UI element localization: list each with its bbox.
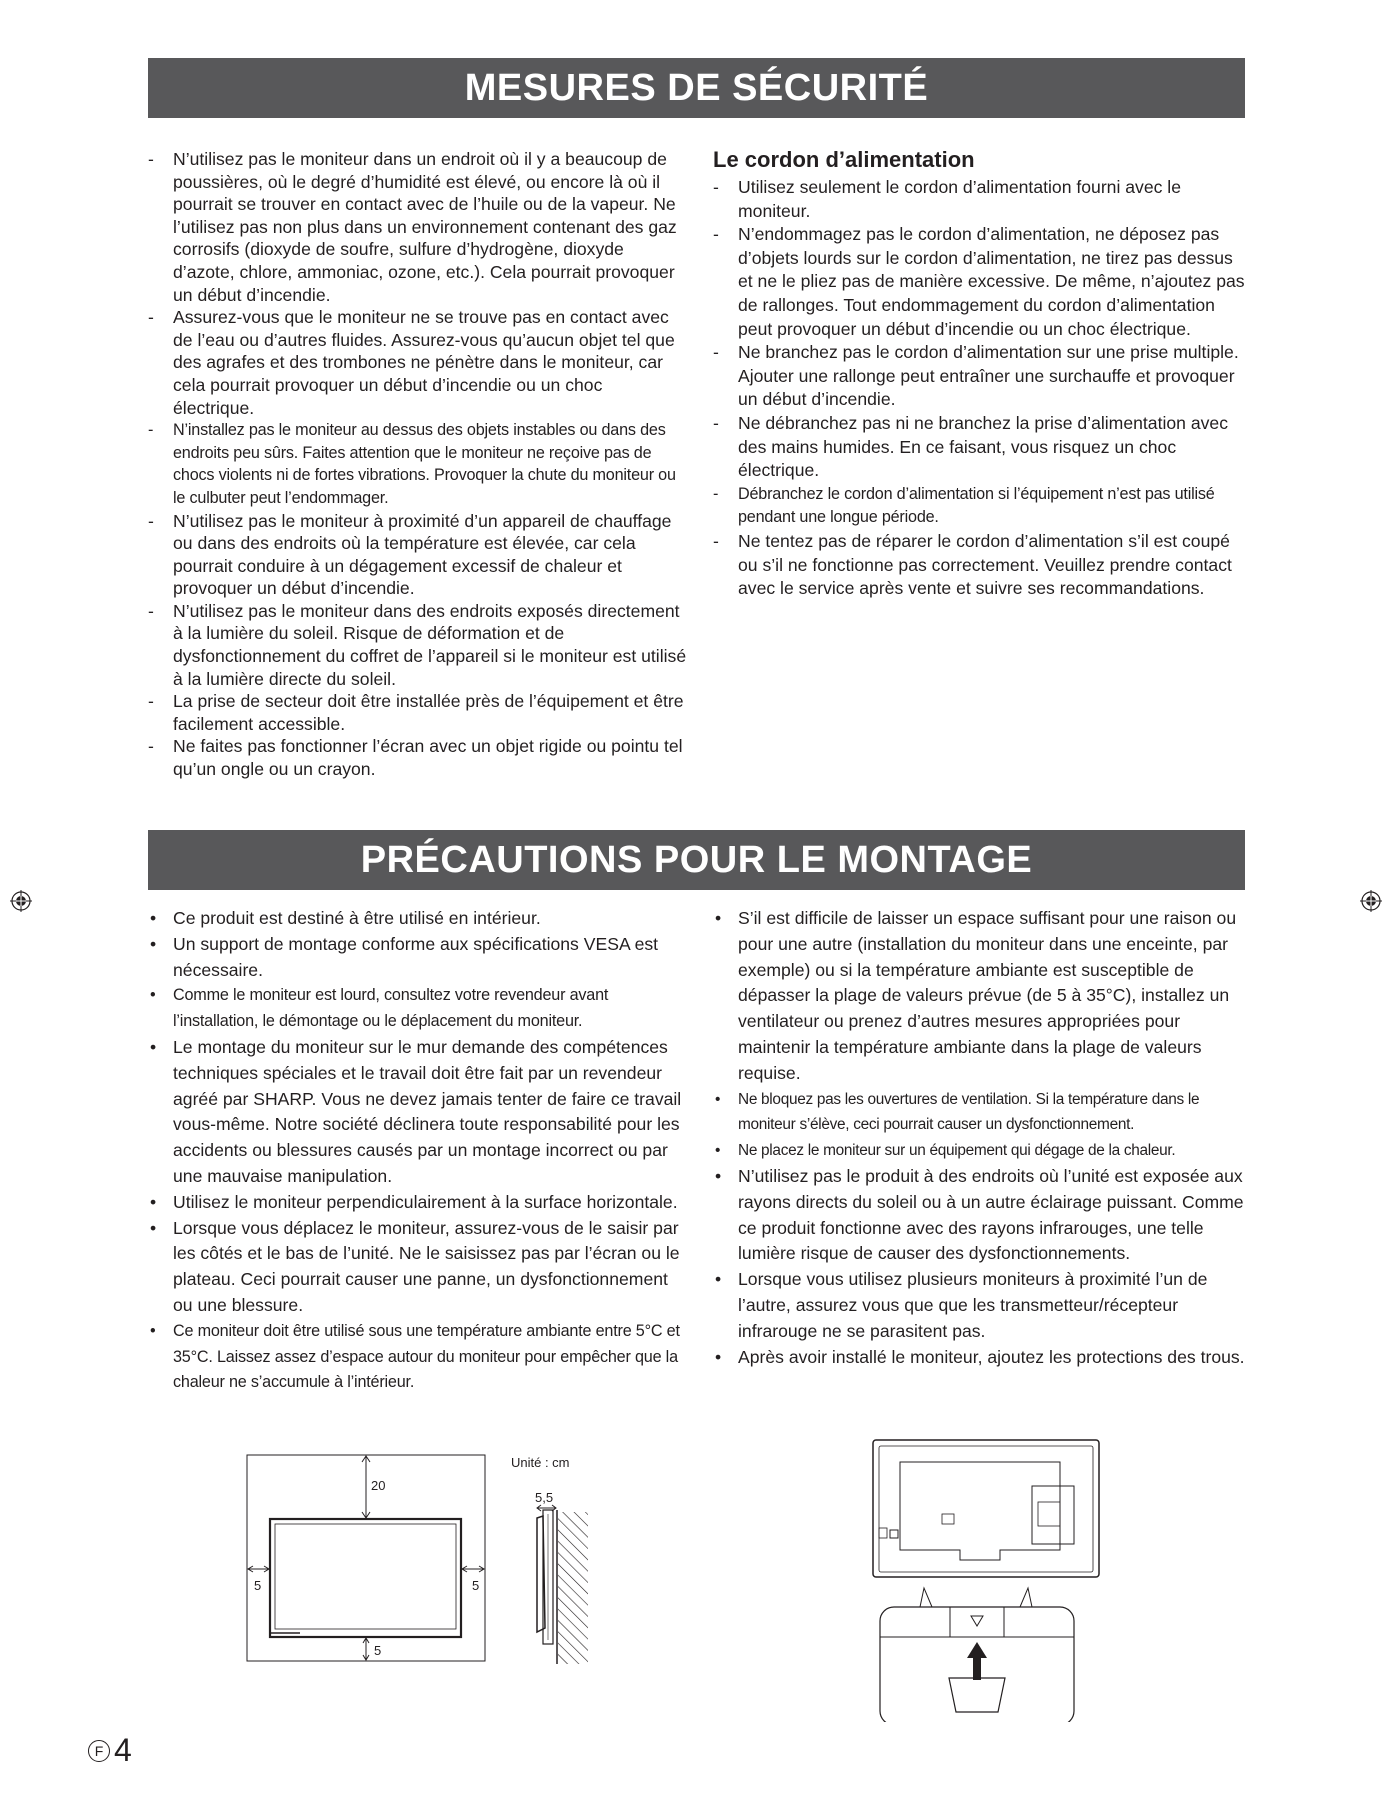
list-item: • Le montage du moniteur sur le mur demande des compétences techniques spéciales et le travail doit être fait par un revendeur agréé par SHARP. Vous ne devez jamais tenter de faire ce travail vous-même. Notre société déclinera toute responsabilité pour les accidents ou blessures causés par un montage incorrect ou par une mauvaise manipulation. — [148, 1035, 688, 1190]
list-item: • Ce moniteur doit être utilisé sous une température ambiante entre 5°C et 35°C. Laissez assez d’espace autour du moniteur pour empêcher que la chaleur ne s’accumule à l’intérieur. — [148, 1319, 688, 1396]
monitor-side-profile — [537, 1516, 545, 1632]
list-item: - Utilisez seulement le cordon d’alimentation fourni avec le moniteur. — [713, 176, 1248, 223]
registration-mark-icon — [1360, 890, 1382, 912]
dimension-left-label: 5 — [254, 1578, 262, 1593]
list-item: - N’utilisez pas le moniteur dans un endroit où il y a beaucoup de poussières, où le degré d’humidité est élevé, ou encore là où il pourrait se trouver en contact avec de l’huile ou de la vapeur. Ne l’utilisez pas non plus dans un environnement contenant des gaz corrosifs (dioxyde de soufre, sulfure d’hydrogène, dioxyde d’azote, chlore, ammoniac, ozone, etc.). Cela pourrait provoquer un début d’incendie. — [148, 148, 688, 306]
list-item: • Utilisez le moniteur perpendiculairement à la surface horizontale. — [148, 1190, 688, 1216]
mounting-left-column — [148, 906, 688, 1396]
list-item: - Débranchez le cordon d’alimentation si l’équipement n’est pas utilisé pendant une longue période. — [713, 483, 1248, 530]
safety-left-column — [148, 148, 688, 781]
mounting-list-right — [713, 906, 1248, 1370]
list-item: • Un support de montage conforme aux spécifications VESA est nécessaire. — [148, 932, 688, 984]
list-item: • Ne bloquez pas les ouvertures de ventilation. Si la température dans le moniteur s’élève, ceci pourrait causer un dysfonctionnement. — [713, 1087, 1248, 1139]
dimension-right-label: 5 — [472, 1578, 480, 1593]
list-item: • S’il est difficile de laisser un espace suffisant pour une raison ou pour une autre (installation du moniteur dans une enceinte, par exemple) ou si la température ambiante est susceptible de dépasser la plage de valeurs prévue (de 5 à 35°C), installez un ventilateur ou prenez d’autres mesures appropriées pour maintenir la température ambiante dans la plage de valeurs requise. — [713, 906, 1248, 1087]
list-item: - Ne faites pas fonctionner l’écran avec un objet rigide ou pointu tel qu’un ongle ou un crayon. — [148, 735, 688, 780]
list-item: • Comme le moniteur est lourd, consultez votre revendeur avant l’installation, le démontage ou le déplacement du moniteur. — [148, 983, 688, 1035]
list-item: • Après avoir installé le moniteur, ajoutez les protections des trous. — [713, 1345, 1248, 1371]
mounting-list-left — [148, 906, 688, 1396]
section-title-safety: MESURES DE SÉCURITÉ — [148, 58, 1245, 118]
list-item: - N’installez pas le moniteur au dessus des objets instables ou dans des endroits peu sûrs. Faites attention que le moniteur ne reçoive pas de chocs violents ni de fortes vibrations. Provoquer la chute du moniteur ou le culbuter peut l’endommager. — [148, 419, 688, 509]
list-item: • Lorsque vous déplacez le moniteur, assurez-vous de le saisir par les côtés et le bas de l’unité. Ne le saisissez pas par l’écran ou le plateau. Ceci pourrait causer une panne, un dysfonctionnement ou une blessure. — [148, 1216, 688, 1319]
wall-hatching — [558, 1512, 588, 1664]
unit-label: Unité : cm — [511, 1455, 570, 1470]
dimension-bottom-label: 5 — [374, 1643, 382, 1658]
list-item: - La prise de secteur doit être installée près de l’équipement et être facilement accessible. — [148, 690, 688, 735]
safety-list — [148, 148, 688, 781]
list-item: • Lorsque vous utilisez plusieurs moniteurs à proximité l’un de l’autre, assurez vous que que les transmetteur/récepteur infrarouge ne se parasitent pas. — [713, 1267, 1248, 1344]
monitor-back-outline — [873, 1440, 1099, 1577]
monitor-screen — [275, 1524, 456, 1629]
hole-cover-illustration — [860, 1432, 1100, 1722]
list-item: - N’utilisez pas le moniteur à proximité d’un appareil de chauffage ou dans des endroits où la température est élevée, car cela pourrait conduire à un dégagement excessif de chaleur et provoquer un début d’incendie. — [148, 510, 688, 600]
dimension-depth-label: 5,5 — [535, 1490, 554, 1505]
list-item: - Assurez-vous que le moniteur ne se trouve pas en contact avec de l’eau ou d’autres fluides. Assurez-vous qu’aucun objet tel que des agrafes et des trombones ne pénètre dans le moniteur, car cela pourrait provoquer un début d’incendie ou un choc électrique. — [148, 306, 688, 419]
language-circle-icon: F — [88, 1740, 110, 1762]
list-item: • Ce produit est destiné à être utilisé en intérieur. — [148, 906, 688, 932]
power-cord-heading: Le cordon d’alimentation — [713, 147, 975, 172]
dimension-top-label: 20 — [371, 1478, 386, 1493]
page-number — [88, 1732, 132, 1769]
power-cord-list — [713, 176, 1248, 601]
list-item: - Ne branchez pas le cordon d’alimentation sur une prise multiple. Ajouter une rallonge peut entraîner une surchauffe et provoquer un début d’incendie. — [713, 341, 1248, 412]
list-item: • Ne placez le moniteur sur un équipement qui dégage de la chaleur. — [713, 1138, 1248, 1164]
list-item: - Ne tentez pas de réparer le cordon d’alimentation s’il est coupé ou s’il ne fonctionne pas correctement. Veuillez prendre contact avec le service après vente et suivre ses recommandations. — [713, 530, 1248, 601]
page-number-value: 4 — [114, 1732, 132, 1768]
section-title-mounting: PRÉCAUTIONS POUR LE MONTAGE — [148, 830, 1245, 890]
list-item: - N’utilisez pas le moniteur dans des endroits exposés directement à la lumière du soleil. Risque de déformation et de dysfonctionnement du coffret de l’appareil si le moniteur est utilisé à la lumière directe du soleil. — [148, 600, 688, 690]
power-cord-column — [713, 146, 1248, 601]
list-item: - Ne débranchez pas ni ne branchez la prise d’alimentation avec des mains humides. En ce faisant, vous risquez un choc électrique. — [713, 412, 1248, 483]
list-item: - N’endommagez pas le cordon d’alimentation, ne déposez pas d’objets lourds sur le cordon d’alimentation, ne tirez pas dessus et ne le pliez pas de manière excessive. De même, n’ajoutez pas de rallonges. Tout endommagement du cordon d’alimentation peut provoquer un début d’incendie ou un choc électrique. — [713, 223, 1248, 341]
registration-mark-icon — [10, 890, 32, 912]
list-item: • N’utilisez pas le produit à des endroits où l’unité est exposée aux rayons directs du soleil ou à un autre éclairage puissant. Comme ce produit fonctionne avec des rayons infrarouges, une telle lumière risque de causer des dysfonctionnements. — [713, 1164, 1248, 1267]
mounting-right-column — [713, 906, 1248, 1370]
clearance-diagram — [240, 1450, 600, 1670]
monitor-front-outline — [270, 1519, 461, 1637]
